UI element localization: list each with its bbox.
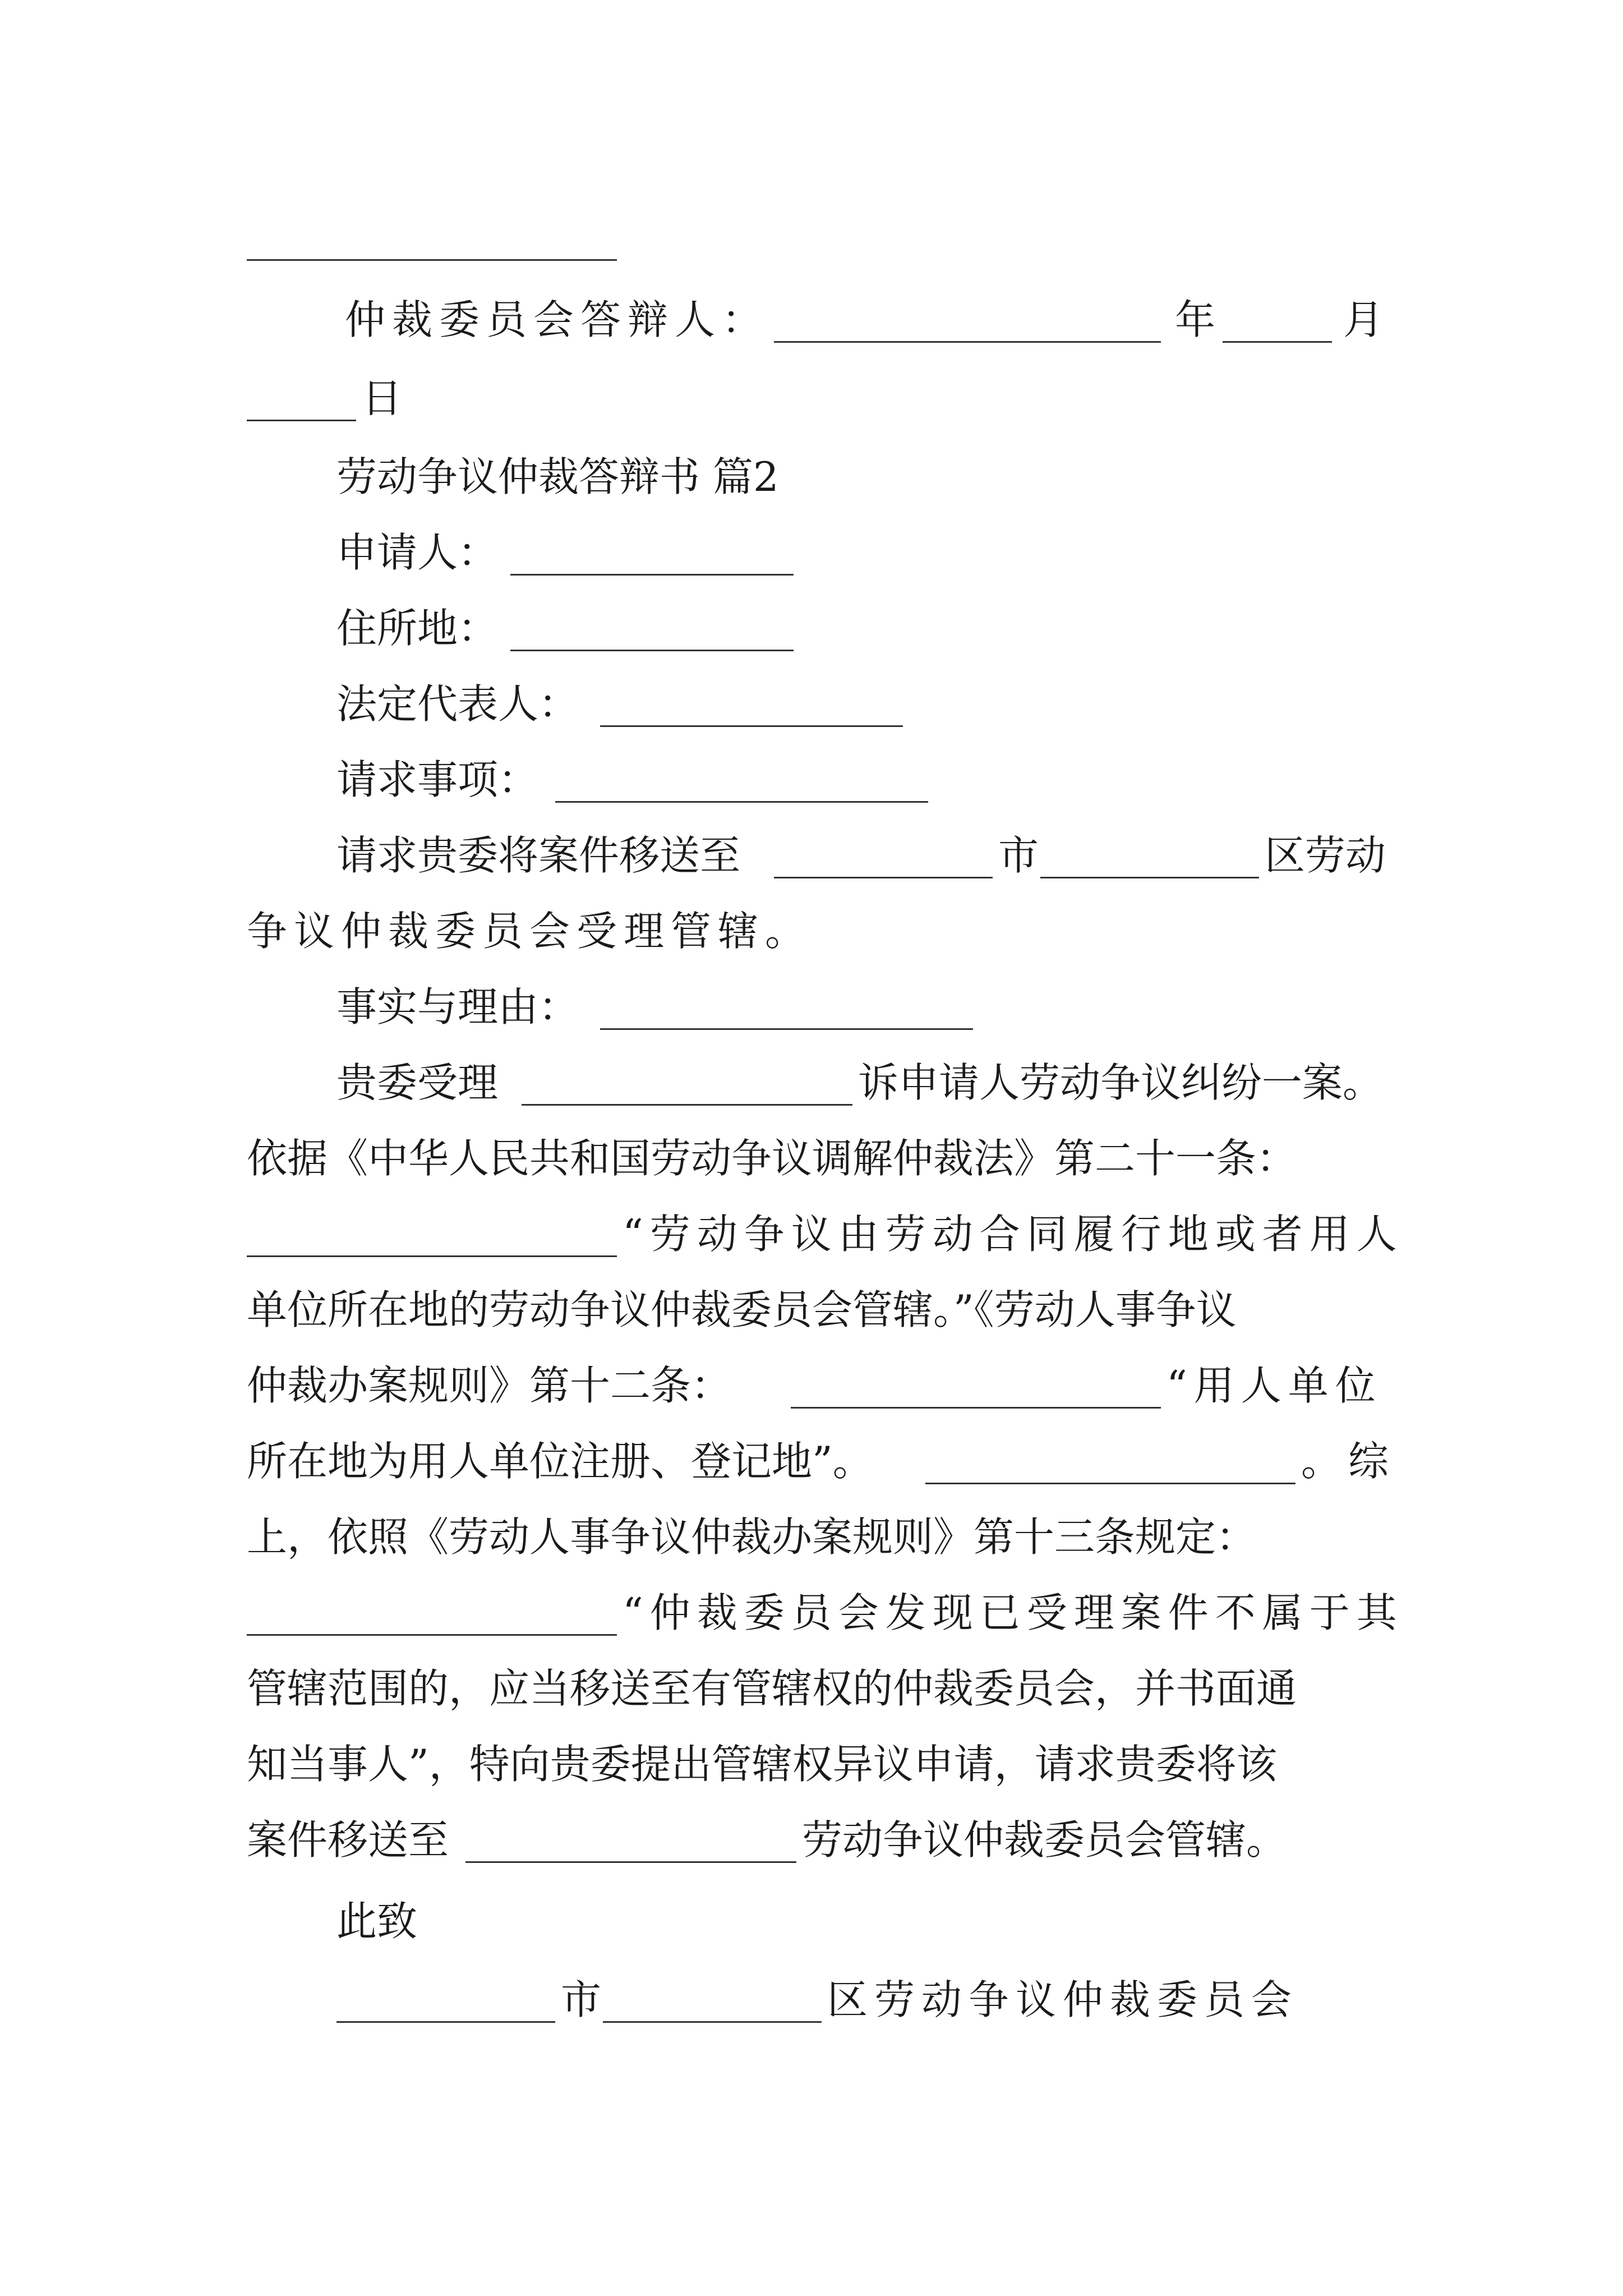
- section-heading: [0, 438, 1623, 516]
- transfer-text-b: 劳动争议仲裁委员会管辖。: [802, 1816, 1287, 1864]
- claims-label: 请求事项：: [336, 756, 539, 803]
- line-respondent-date: [0, 280, 1623, 359]
- transfer-text-a: 案件移送至: [247, 1816, 449, 1864]
- blank-line-top: [247, 259, 617, 261]
- facts-blank: [600, 1028, 973, 1030]
- line-address: [0, 589, 1623, 668]
- request-text-b: 市: [998, 832, 1039, 879]
- line-registered-place: [0, 1422, 1623, 1501]
- addressee-district-blank: [603, 2021, 822, 2023]
- line-quote-1-cont: [0, 1271, 1623, 1349]
- registered-text-b: 。综: [1301, 1438, 1396, 1485]
- line-rule-13: [0, 1498, 1623, 1576]
- objection-text: 知当事人”，特向贵委提出管辖权异议申请，请求贵委将该: [247, 1741, 1277, 1788]
- line-transfer-to: [0, 1801, 1623, 1879]
- legal-rep-blank: [600, 725, 903, 727]
- address-blank: [510, 650, 794, 651]
- heading-text: 劳动争议仲裁答辩书 篇2: [336, 453, 779, 500]
- quote-2-blank: [247, 1634, 617, 1636]
- addressee-text-b: 区劳动争议仲裁委员会: [827, 1976, 1299, 2023]
- line-applicant: [0, 513, 1623, 592]
- line-objection: [0, 1725, 1623, 1803]
- law-ref-text: 依据《中华人民共和国劳动争议调解仲裁法》第二十一条：: [247, 1135, 1297, 1182]
- rule-12-blank: [791, 1407, 1161, 1409]
- city-blank: [774, 877, 993, 878]
- day-blank: [247, 420, 356, 421]
- line-day: [0, 359, 1623, 438]
- quote-1-text: “劳动争议由劳动合同履行地或者用人: [623, 1211, 1404, 1258]
- line-quote-2-cont: [0, 1649, 1623, 1728]
- respondent-label: 仲裁委员会答辩人：: [345, 296, 769, 343]
- line-quote-1: [0, 1195, 1623, 1273]
- salutation-text: 此致: [336, 1898, 418, 1945]
- legal-rep-label: 法定代表人：: [336, 680, 579, 728]
- line-request-cont: [0, 892, 1623, 970]
- accepted-text-a: 贵委受理: [336, 1059, 499, 1106]
- quote-2-cont-text: 管辖范围的，应当移送至有管辖权的仲裁委员会，并书面通: [247, 1665, 1297, 1712]
- facts-label: 事实与理由：: [336, 983, 579, 1030]
- applicant-blank: [510, 574, 794, 576]
- line-quote-2: [0, 1573, 1623, 1652]
- line-claims: [0, 740, 1623, 819]
- line-request-transfer: [0, 816, 1623, 895]
- month-text: 月: [1343, 296, 1384, 343]
- line-legal-rep: [0, 665, 1623, 743]
- addressee-city-blank: [336, 2021, 555, 2023]
- quote-1-blank: [247, 1255, 617, 1257]
- accepted-text-b: 诉申请人劳动争议纠纷一案。: [858, 1059, 1384, 1106]
- request-text-a: 请求贵委将案件移送至: [336, 832, 741, 879]
- registered-text-a: 所在地为用人单位注册、登记地”。: [247, 1438, 873, 1485]
- rule-13-text: 上，依照《劳动人事争议仲裁办案规则》第十三条规定：: [247, 1513, 1257, 1561]
- addressee-text-a: 市: [561, 1976, 602, 2023]
- quote-2-text: “仲裁委员会发现已受理案件不属于其: [623, 1589, 1404, 1636]
- quote-1-cont-text: 单位所在地的劳动争议仲裁委员会管辖。”《劳动人事争议: [247, 1286, 1237, 1333]
- district-blank: [1040, 877, 1259, 878]
- month-blank-prefix: [1223, 341, 1332, 343]
- address-label: 住所地：: [336, 605, 499, 652]
- request-text-c: 区劳动: [1265, 832, 1386, 879]
- line-law-ref: [0, 1119, 1623, 1198]
- respondent-blank: [774, 341, 1161, 343]
- line-accepted: [0, 1043, 1623, 1122]
- line-rule-12: [0, 1346, 1623, 1425]
- transfer-blank: [465, 1861, 796, 1863]
- applicant-label: 申请人：: [336, 529, 499, 576]
- rule-12-text-b: “用人单位: [1166, 1362, 1382, 1409]
- party-blank: [522, 1104, 852, 1106]
- line-addressee: [0, 1961, 1623, 2039]
- line-salutation: [0, 1882, 1623, 1961]
- year-text: 年: [1175, 296, 1216, 343]
- day-text: 日: [362, 375, 403, 422]
- line-facts: [0, 968, 1623, 1046]
- claims-blank: [555, 801, 928, 803]
- request-cont-text: 争议仲裁委员会受理管辖。: [247, 908, 813, 955]
- rule-12-text-a: 仲裁办案规则》第十二条：: [247, 1362, 732, 1409]
- registered-blank: [925, 1483, 1295, 1484]
